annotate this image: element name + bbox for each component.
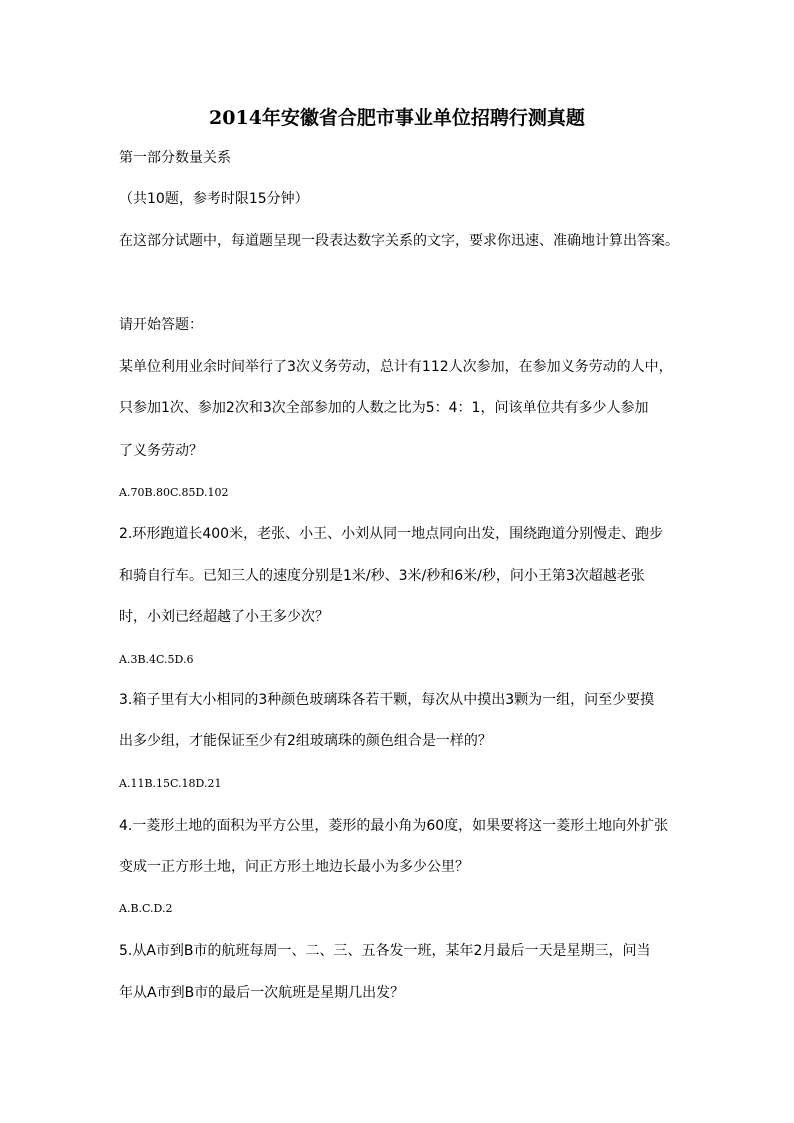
question-2-line: 2.环形跑道长400米，老张、小王、小刘从同一地点同向出发，围绕跑道分别慢走、跑步 [119, 526, 664, 542]
question-2-line: 时，小刘已经超越了小王多少次？ [119, 609, 329, 625]
question-4-line: 4.一菱形土地的面积为平方公里，菱形的最小角为60度，如果要将这一菱形土地向外扩张 [119, 818, 669, 834]
instructions: 在这部分试题中，每道题呈现一段表达数字关系的文字，要求你迅速、准确地计算出答案。 [119, 233, 679, 249]
question-2-line: 和骑自行车。已知三人的速度分别是1米/秒、3米/秒和6米/秒，问小王第3次超越老张 [119, 568, 645, 584]
time-note: （共10题，参考时限15分钟） [119, 191, 309, 207]
question-1-line: 只参加1次、参加2次和3次全部参加的人数之比为5：4：1，问该单位共有多少人参加 [119, 400, 649, 416]
question-4-options: A.B.C.D.2 [119, 902, 173, 915]
question-1-line: 了义务劳动？ [119, 443, 203, 459]
question-1-options: A.70B.80C.85D.102 [119, 486, 229, 499]
section-heading: 第一部分数量关系 [119, 150, 231, 166]
question-4-line: 变成一正方形土地，问正方形土地边长最小为多少公里？ [119, 859, 469, 875]
question-5-line: 年从A市到B市的最后一次航班是星期几出发？ [119, 985, 405, 1001]
question-3-line: 出多少组，才能保证至少有2组玻璃珠的颜色组合是一样的？ [119, 733, 492, 749]
question-3-line: 3.箱子里有大小相同的3种颜色玻璃珠各若干颗，每次从中摸出3颗为一组，问至少要摸 [119, 692, 655, 708]
document-title: 2014年安徽省合肥市事业单位招聘行测真题 [209, 107, 585, 129]
question-5-line: 5.从A市到B市的航班每周一、二、三、五各发一班，某年2月最后一天是星期三，问当 [119, 943, 651, 959]
question-3-options: A.11B.15C.18D.21 [119, 777, 222, 790]
start-prompt: 请开始答题： [119, 317, 203, 333]
question-2-options: A.3B.4C.5D.6 [119, 653, 194, 666]
question-1-line: 某单位利用业余时间举行了3次义务劳动，总计有112人次参加，在参加义务劳动的人中， [119, 359, 673, 375]
